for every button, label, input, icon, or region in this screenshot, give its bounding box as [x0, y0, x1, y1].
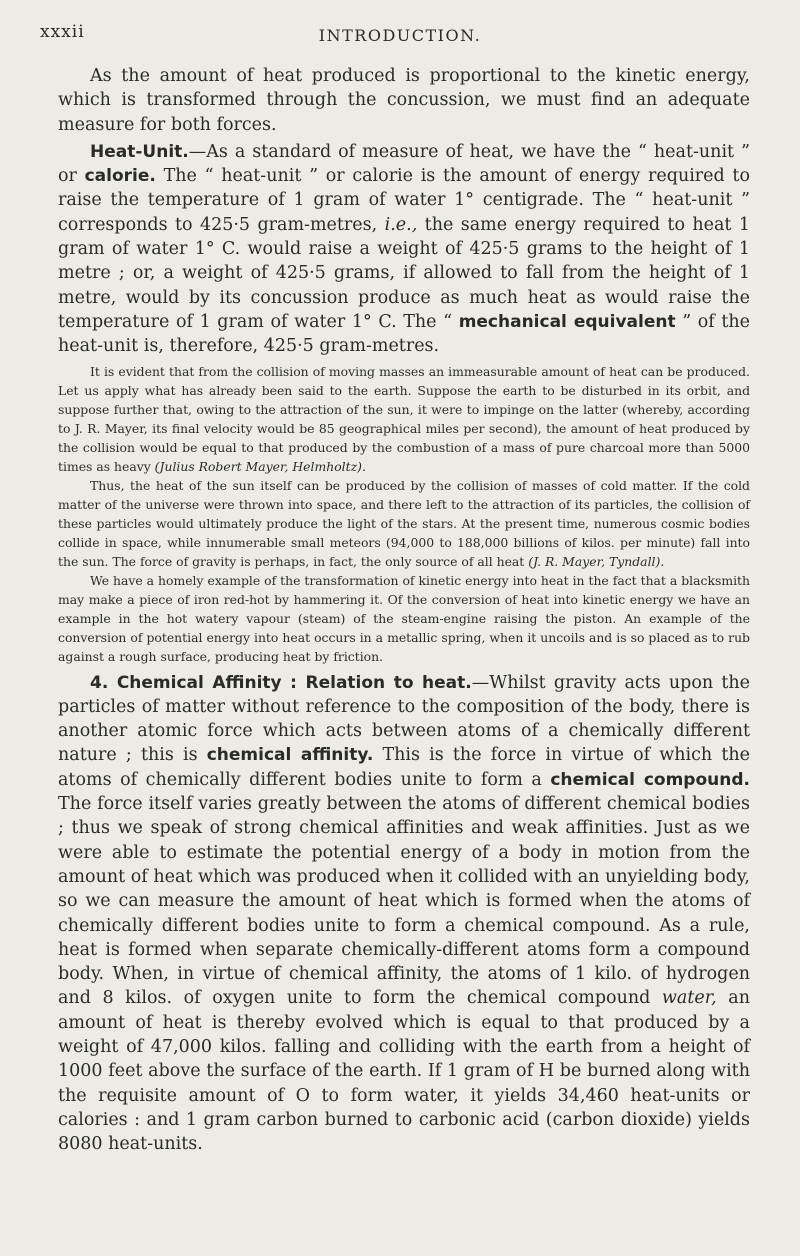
chemical-text-3: The force itself varies greatly between the atoms of different chemical bodies ; thus we speak of strong chemical affinities and weak affinities. Just as we were able to estimate the potential energy of a body in motion from the amount of heat which was produced when it collided with an unyielding body, so we can measure the amount of heat which is formed when the atoms of chemically different bodies unite to form a chemical compound. As a rule, heat is formed when separate chemically-different atoms form a compound body. When, in virtue of chemical affinity, the atoms of 1 kilo. of hydrogen and 8 kilos. of oxygen unite to form the chemical compound: [58, 794, 750, 1009]
citation-mayer-tyndall: (J. R. Mayer, Tyndall).: [528, 553, 665, 569]
heat-unit-text-3: the same energy required to heat 1 gram of water 1° C. would raise a weight of 425·5 grams to the height of 1 metre ; or, a weight of 425·5 grams, if allowed to fall from the height of 1 metre, would by its concussion produce as much heat as would raise the temperature of 1 gram of water 1° C. The “: [58, 214, 750, 332]
heat-unit-text-4: ” of the heat-unit is, therefore, 425·5 gram-metres.: [58, 311, 751, 357]
heat-unit-paragraph: [58, 140, 750, 359]
chemical-affinity-term: chemical affinity.: [206, 745, 374, 766]
chemical-affinity-paragraph: [58, 671, 750, 1157]
calorie-term: calorie.: [84, 166, 156, 187]
small-paragraph-earth-text: It is evident that from the collision of moving masses an immeasurable amount of heat can be produced. Let us apply what has already been said to the earth. Suppose the earth to be disturbed in its orbit, and suppose further that, owing to the attraction of the sun, it were to impinge on the latter (whereby, according to J. R. Mayer, its final velocity would be 85 geographical miles per second), the amount of heat produced by the collision would be equal to that produced by the combustion of a mass of pure charcoal more than 5000 times as heavy: [58, 363, 750, 474]
water-term: water,: [661, 988, 717, 1009]
small-paragraph-earth: [58, 362, 750, 476]
small-paragraph-blacksmith: We have a homely example of the transformation of kinetic energy into heat in the fact that a blacksmith may make a piece of iron red-hot by hammering it. Of the conversion of heat into kinetic energy we have an example in the hot watery vapour (steam) of the steam-engine raising the piston. An example of the conversion of potential energy into heat occurs in a metallic spring, when it uncoils and is so placed as to rub against a rough surface, producing heat by friction.: [58, 572, 750, 664]
chemical-text-2: This is the force in virtue of which the atoms of chemically different bodies unite to form a: [58, 745, 750, 790]
running-head: [40, 22, 760, 52]
small-paragraph-sun: [58, 476, 750, 571]
citation-mayer-helmholtz: (Julius Robert Mayer, Helmholtz).: [154, 458, 366, 474]
heat-unit-text-1: —As a standard of measure of heat, we have the “ heat-unit ” or: [58, 141, 750, 187]
page-number: xxxii: [40, 22, 85, 42]
chemical-compound-term: chemical compound.: [550, 769, 750, 790]
chemical-text-1: —Whilst gravity acts upon the particles of matter without reference to the composition of the body, there is another atomic force which acts between atoms of a chemically different nature ; this is: [58, 672, 750, 766]
mechanical-equivalent-term: mechanical equivalent: [458, 311, 676, 332]
intro-paragraph: As the amount of heat produced is proportional to the kinetic energy, which is transformed through the concussion, we must find an adequate measure for both forces.: [58, 66, 750, 135]
heat-unit-text-2: The “ heat-unit ” or calorie is the amount of energy required to raise the temperature of 1 gram of water 1° centigrade. The “ heat-unit ” corresponds to 425·5 gram-metres,: [58, 166, 750, 235]
chemical-affinity-heading: 4. Chemical Affinity : Relation to heat.: [90, 672, 472, 693]
page-body: [58, 64, 750, 1157]
small-paragraph-sun-text: Thus, the heat of the sun itself can be produced by the collision of masses of cold matter. If the cold matter of the universe were thrown into space, and there left to the attraction of its particles, the collision of these particles would ultimately produce the light of the stars. At the present time, numerous cosmic bodies collide in space, while innumerable small meteors (94,000 to 188,000 billions of kilos. per minute) fall into the sun. The force of gravity is perhaps, in fact, the only source of all heat: [58, 477, 750, 569]
ie-abbrev: i.e.,: [384, 214, 418, 235]
heat-unit-heading: Heat-Unit.: [90, 141, 189, 162]
running-title: INTRODUCTION.: [318, 26, 482, 45]
chemical-text-4: an amount of heat is thereby evolved which is equal to that produced by a weight of 47,000 kilos. falling and colliding with the earth from a height of 1000 feet above the surface of the earth. If 1 gram of H be burned along with the requisite amount of O to form water, it yields 34,460 heat-units or calories : and 1 gram carbon burned to carbonic acid (carbon dioxide) yields 8080 heat-units.: [58, 988, 750, 1155]
